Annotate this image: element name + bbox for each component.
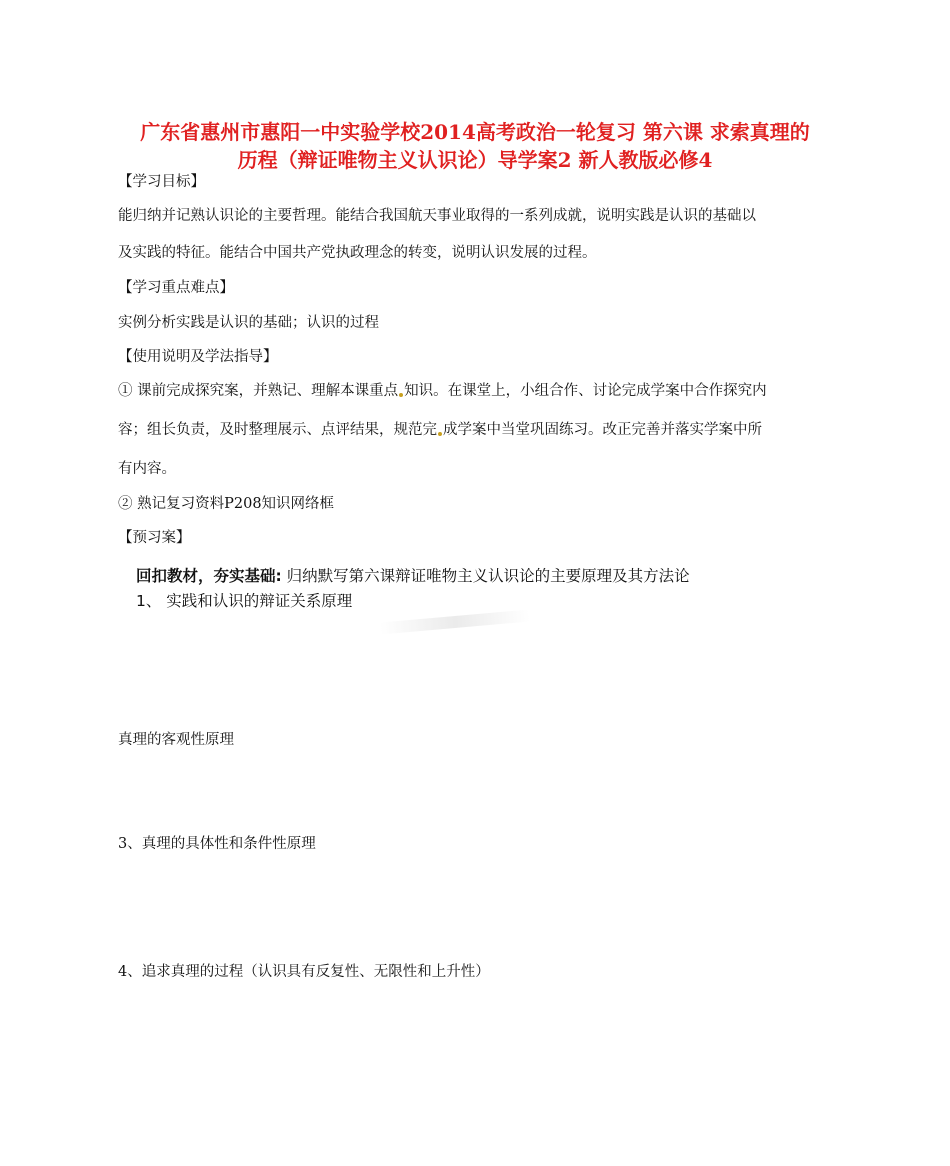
title-line-2: 历程（辩证唯物主义认识论）导学案2 新人教版必修4: [237, 148, 713, 172]
goals-text-line-2: 及实践的特征。能结合中国共产党执政理念的转变，说明认识发展的过程。: [118, 245, 597, 261]
stray-dot-mark: [399, 393, 403, 397]
preview-item-1: 1、 实践和认识的辩证关系原理: [136, 592, 353, 610]
usage-text-line-2: [118, 420, 762, 440]
goals-heading: 【学习目标】: [118, 174, 205, 190]
preview-heading: 【预习案】: [118, 530, 191, 546]
goals-text-line-1: 能归纳并记熟认识论的主要哲理。能结合我国航天事业取得的一系列成就，说明实践是认识的基础以: [118, 208, 756, 224]
title-line-1: 广东省惠州市惠阳一中实验学校2014高考政治一轮复习 第六课 求索真理的: [140, 120, 810, 144]
preview-item-3: 3、真理的具体性和条件性原理: [118, 836, 316, 852]
key-points-heading: 【学习重点难点】: [118, 280, 234, 296]
stray-dot-mark: [438, 432, 442, 436]
usage-text-line-1: [118, 381, 767, 401]
usage-line-2-part-a: 容；组长负责，及时整理展示、点评结果，规范完: [118, 422, 437, 438]
usage-line-1-part-b: 知识。在课堂上，小组合作、讨论完成学案中合作探究内: [404, 383, 767, 399]
preview-item-2: 真理的客观性原理: [118, 732, 234, 748]
usage-text-line-4: ② 熟记复习资料P208知识网络框: [118, 496, 335, 512]
scan-smudge: [380, 609, 530, 634]
usage-heading: 【使用说明及学法指导】: [118, 349, 278, 365]
usage-line-1-part-a: ① 课前完成探究案，并熟记、理解本课重点: [118, 383, 399, 399]
usage-text-line-3: 有内容。: [118, 461, 176, 477]
preview-instruction-rest: 归纳默写第六课辩证唯物主义认识论的主要原理及其方法论: [281, 567, 690, 585]
usage-line-2-part-b: 成学案中当堂巩固练习。改正完善并落实学案中所: [443, 422, 762, 438]
preview-instruction: [136, 566, 690, 586]
preview-instruction-bold: 回扣教材，夯实基础:: [136, 567, 282, 585]
key-points-text: 实例分析实践是认识的基础；认识的过程: [118, 315, 379, 331]
document-title: [100, 118, 850, 174]
preview-item-4: 4、追求真理的过程（认识具有反复性、无限性和上升性）: [118, 964, 490, 980]
